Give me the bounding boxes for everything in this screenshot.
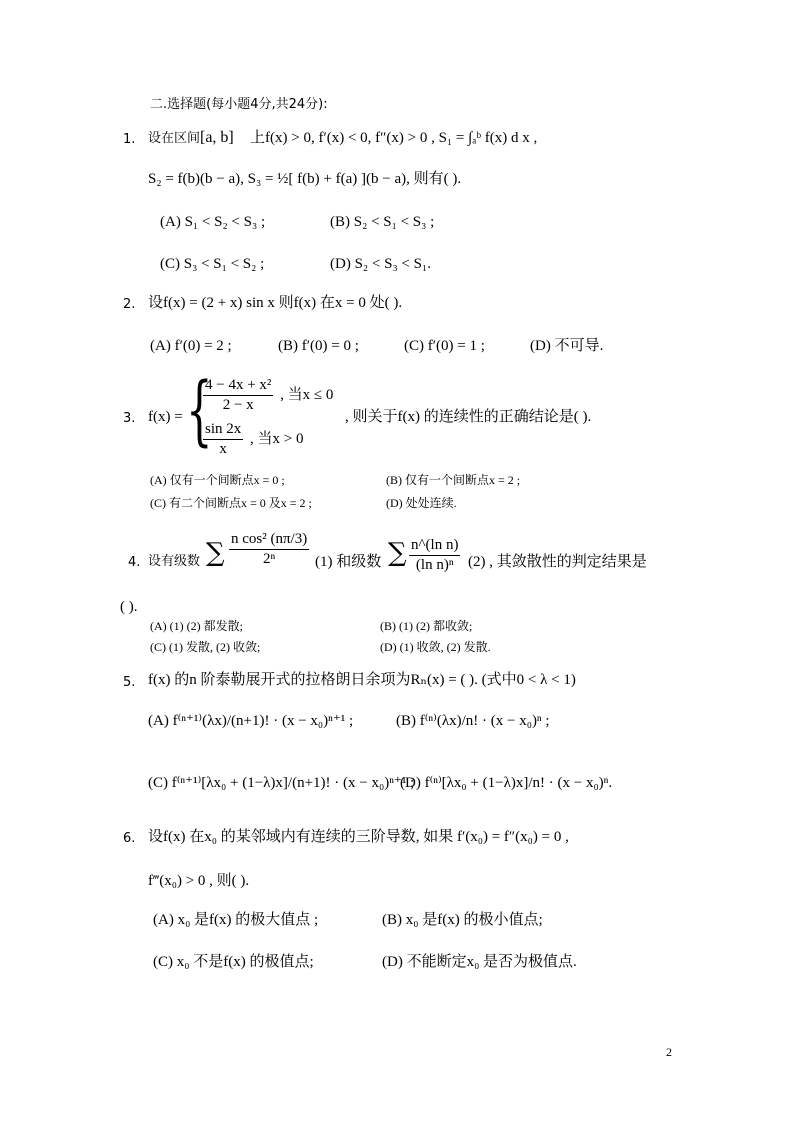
q5-number: 5. (123, 675, 136, 690)
q1-stem-conditions: 上f(x) > 0, f′(x) < 0, f″(x) > 0 , S₁ = ∫ₐᵇ f(x) d x , (250, 130, 538, 146)
q4-sum2-denominator: (ln n)ⁿ (415, 557, 454, 573)
q6-option-d: (D) 不能断定x₀ 是否为极值点. (382, 954, 577, 970)
q3-option-c: (C) 有二个间断点x = 0 及x = 2 ; (150, 496, 312, 510)
q1-number: 1. (123, 132, 136, 147)
q3-case1 (200, 378, 333, 413)
q5-option-a: (A) f⁽ⁿ⁺¹⁾(λx)/(n+1)! · (x − x₀)ⁿ⁺¹ ; (148, 713, 354, 729)
q5-option-d: (D) f⁽ⁿ⁾[λx₀ + (1−λ)x]/n! · (x − x₀)ⁿ. (400, 775, 613, 791)
q3-tail: , 则关于f(x) 的连续性的正确结论是( ). (345, 409, 592, 425)
q4-tail: (2) , 其敛散性的判定结果是 (468, 554, 647, 570)
q1-stem-lead: 设在区间 (148, 131, 201, 146)
q4-sum1-denominator: 2ⁿ (263, 551, 276, 567)
q1-option-d: (D) S₂ < S₃ < S₁. (330, 256, 431, 272)
page-number: 2 (666, 1045, 672, 1059)
q4-continuation: ( ). (120, 599, 138, 615)
q3-case2-condition: , 当x > 0 (250, 430, 304, 447)
q4-sum1-numerator: n cos² (nπ/3) (229, 532, 309, 550)
q6-stem: 设f(x) 在x₀ 的某邻域内有连续的三阶导数, 如果 f′(x₀) = f″(x₀) = 0 , (148, 829, 569, 845)
q1-option-b: (B) S₂ < S₁ < S₃ ; (330, 214, 435, 230)
q6-option-b: (B) x₀ 是f(x) 的极小值点; (382, 912, 543, 928)
q2-number: 2. (123, 297, 136, 312)
q2-stem: 设f(x) = (2 + x) sin x 则f(x) 在x = 0 处( ). (148, 295, 403, 311)
section-title: 二.选择题(每小题4分,共24分): (150, 97, 328, 112)
q3-case1-numerator: 4 − 4x + x² (203, 378, 273, 396)
q4-middle: (1) 和级数 (315, 554, 382, 570)
q3-option-b: (B) 仅有一个间断点x = 2 ; (386, 473, 521, 487)
q2-option-b: (B) f′(0) = 0 ; (278, 338, 359, 354)
q2-option-c: (C) f′(0) = 1 ; (404, 338, 485, 354)
q4-sum2-numerator: n^(ln n) (409, 538, 460, 556)
q3-option-a: (A) 仅有一个间断点x = 0 ; (150, 473, 285, 487)
q3-case1-denominator: 2 − x (222, 397, 254, 413)
q1-option-c: (C) S₃ < S₁ < S₂ ; (160, 256, 265, 272)
q3-case2 (200, 422, 303, 457)
q6-option-c: (C) x₀ 不是f(x) 的极值点; (153, 954, 314, 970)
q1-interval: [a, b] (200, 129, 234, 146)
q6-option-a: (A) x₀ 是f(x) 的极大值点 ; (153, 912, 319, 928)
q5-stem: f(x) 的n 阶泰勒展开式的拉格朗日余项为Rₙ(x) = ( ). (式中0 < λ < 1) (148, 672, 576, 688)
q2-option-a: (A) f′(0) = 2 ; (150, 338, 232, 354)
q6-stem-continued: f‴(x₀) > 0 , 则( ). (148, 873, 250, 889)
q3-case2-denominator: x (219, 441, 227, 457)
q5-option-b: (B) f⁽ⁿ⁾(λx)/n! · (x − x₀)ⁿ ; (396, 713, 550, 729)
q2-option-d: (D) 不可导. (530, 338, 604, 354)
q3-number: 3. (123, 411, 136, 426)
q3-brace: { (186, 365, 213, 454)
q4-option-b: (B) (1) (2) 都收敛; (380, 619, 473, 633)
q4-option-a: (A) (1) (2) 都发散; (150, 619, 243, 633)
q4-number: 4. (128, 555, 141, 570)
q3-option-d: (D) 处处连续. (386, 496, 457, 510)
q3-case2-numerator: sin 2x (203, 422, 243, 440)
q4-sum2 (406, 538, 463, 573)
q4-sum1-sigma: ∑ (206, 538, 225, 568)
q1-option-a: (A) S₁ < S₂ < S₃ ; (160, 214, 266, 230)
q4-sum2-sigma: ∑ (388, 538, 407, 568)
q6-number: 6. (123, 831, 136, 846)
q4-lead: 设有级数 (148, 554, 201, 569)
q3-case1-condition: , 当x ≤ 0 (280, 386, 334, 403)
q3-lhs: f(x) = (148, 409, 183, 425)
q1-stem-definitions: S₂ = f(b)(b − a), S₃ = ½[ f(b) + f(a) ](b − a), 则有( ). (148, 171, 462, 187)
q4-option-d: (D) (1) 收敛, (2) 发散. (380, 640, 491, 654)
q4-sum1 (226, 532, 312, 567)
q5-option-c: (C) f⁽ⁿ⁺¹⁾[λx₀ + (1−λ)x]/(n+1)! · (x − x₀)ⁿ⁺¹ ; (148, 775, 415, 791)
q4-option-c: (C) (1) 发散, (2) 收敛; (150, 640, 261, 654)
